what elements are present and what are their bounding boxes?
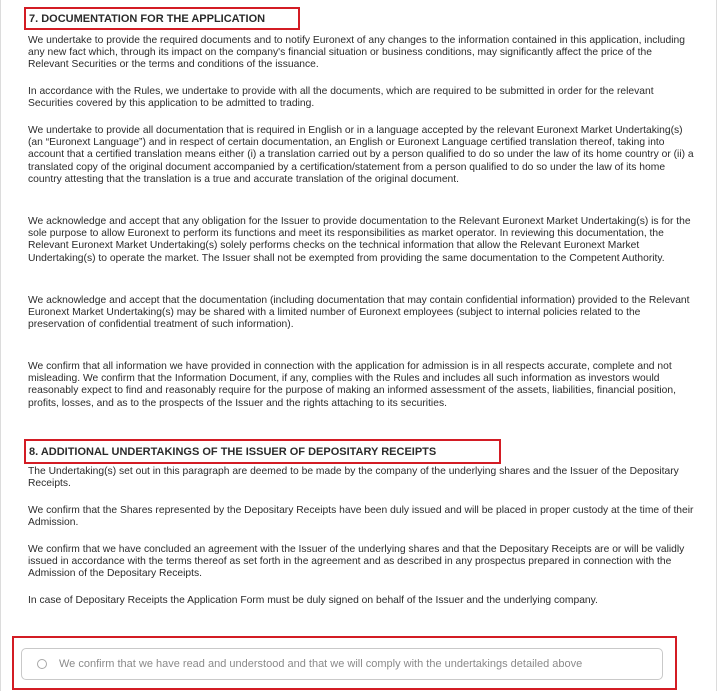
section-8-paragraph-2: We confirm that the Shares represented by the Depositary Receipts have been duly issued and will be placed in proper custody at the time of their Admission. (28, 505, 694, 529)
confirmation-option[interactable] (21, 648, 663, 680)
confirmation-radio[interactable] (37, 659, 47, 669)
section-8-heading: 8. ADDITIONAL UNDERTAKINGS OF THE ISSUER OF DEPOSITARY RECEIPTS (24, 439, 501, 464)
right-border (716, 0, 717, 691)
confirmation-label[interactable]: We confirm that we have read and understood and that we will comply with the undertakings detailed above (59, 658, 583, 670)
section-7-paragraph-4: We acknowledge and accept that any obligation for the Issuer to provide documentation to the Relevant Euronext Market Undertaking(s) is for the sole purpose to allow Euronext to perform its functions and meet its responsibilities as market operator. In reviewing this documentation, the Relevant Euronext Market Undertaking(s) solely performs checks on the technical information that allow the Relevant Euronext Market Undertaking(s) to operate the market. The Issuer shall not be exempted from providing the same documentation to the Competent Authority. (28, 216, 691, 264)
section-8-paragraph-3: We confirm that we have concluded an agreement with the Issuer of the underlying shares and that the Depositary Receipts are or will be validly issued in accordance with the terms thereof as set forth in the agreement and as described in any prospectus prepared in connection with the Admission of the Depositary Receipts. (28, 544, 685, 580)
section-7-paragraph-3: We undertake to provide all documentation that is required in English or in a language accepted by the relevant Euronext Market Undertaking(s) (an “Euronext Language”) and in respect of certain documentation, an English or Euronext Language certified translation thereof, taking into account that a certified translation means either (i) a translation carried out by a person qualified to do so under the law of its home country or (ii) a translated copy of the original document accompanied by a certification/statement from a person qualified to do so under the law of its home country attesting that the translation is a true and accurate translation of the original document. (28, 125, 694, 185)
left-border (0, 0, 1, 691)
section-8-paragraph-4: In case of Depositary Receipts the Application Form must be duly signed on behalf of the Issuer and the underlying company. (28, 595, 598, 606)
section-7-paragraph-6: We confirm that all information we have provided in connection with the application for admission is in all respects accurate, complete and not misleading. We confirm that the Information Document, if any, complies with the Rules and includes all such information as investors would reasonably expect to find and reasonably require for the purpose of making an informed assessment of the assets, liabilities, financial position, profits, losses, and as to the prospects of the Issuer and the rights attaching to its securities. (28, 361, 676, 409)
section-7-heading: 7. DOCUMENTATION FOR THE APPLICATION (24, 7, 300, 30)
section-8-paragraph-1: The Undertaking(s) set out in this paragraph are deemed to be made by the company of the underlying shares and the Issuer of the Depositary Receipts. (28, 466, 679, 490)
section-7-paragraph-5: We acknowledge and accept that the documentation (including documentation that may contain confidential information) provided to the Relevant Euronext Market Undertaking(s) may be shared with a limited number of Euronext employees (subject to internal policies related to the preservation of confidential treatment of such information). (28, 295, 690, 331)
section-7-paragraph-2: In accordance with the Rules, we undertake to provide with all the documents, which are required to be submitted in order for the relevant Securities covered by this application to be admitted to trading. (28, 86, 654, 110)
section-7-paragraph-1: We undertake to provide the required documents and to notify Euronext of any changes to the information contained in this application, including any new fact which, through its impact on the company's financial situation or business conditions, may significantly affect the price of the Relevant Securities or the terms and conditions of the issuance. (28, 35, 685, 71)
